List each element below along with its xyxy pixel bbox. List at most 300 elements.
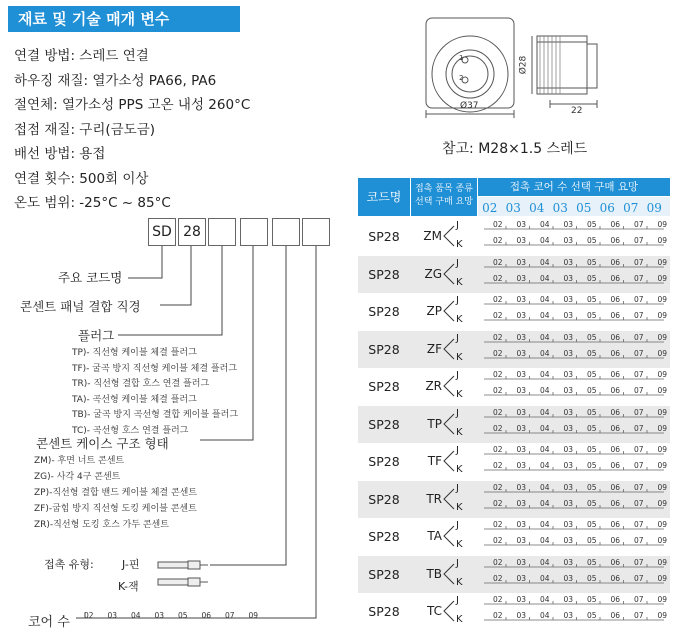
row-core-number: 05 [586,257,597,267]
plug-type-item: TA)- 곡선형 케이블 체결 플러그 [72,394,197,405]
contact-k-label: K [456,426,463,438]
row-core-number: 03 [516,498,527,508]
row-core-number: 04 [539,498,550,508]
row-core-number: 07 [633,573,644,583]
row-core-number: 03 [516,236,527,245]
row-core-numbers [486,408,674,417]
length-22-label: 22 [571,106,583,116]
row-core-number: 07 [633,220,644,229]
row-code: SP28 [368,304,400,319]
row-core-number: 04 [539,273,550,283]
row-core-number: 05 [586,311,597,320]
row-core-number: 04 [539,348,550,358]
row-code: SP28 [368,229,400,244]
contact-k-label: K [456,501,463,513]
row-core-number: 03 [516,482,527,492]
row-core-number: 02 [492,536,503,545]
row-core-number: 07 [633,236,644,245]
row-core-number: 03 [563,423,574,433]
row-core-number: 06 [610,311,621,320]
row-core-number: 03 [563,370,574,379]
plug-type-item: TR)- 직선형 결합 호스 연결 플러그 [72,379,210,389]
row-core-number: 04 [539,536,550,545]
row-core-number: 07 [633,370,644,379]
row-core-number: 02 [492,461,503,470]
row-code: SP28 [368,341,400,357]
housing-type-item: ZM)- 후면 너트 콘센트 [34,456,125,466]
row-core-number: 03 [563,611,574,620]
contact-k-label: K [456,314,463,325]
contact-j-label: J [456,220,459,231]
row-core-number: 03 [516,295,527,304]
row-core-number: 03 [563,295,574,304]
row-core-number: 06 [610,348,621,358]
spec-item: 절연체: 열가소성 PPS 고온 내성 260°C [14,97,251,113]
row-core-number: 04 [539,220,550,229]
table-row [358,256,670,293]
diameter-28-label: Ø28 [518,55,529,75]
row-core-number: 06 [610,273,621,283]
row-core-numbers [486,333,674,342]
row-core-number: 03 [516,520,527,529]
row-core-number: 09 [657,348,668,358]
row-core-numbers [486,574,674,583]
row-core-number: 02 [492,407,503,417]
row-core-number: 03 [516,611,527,620]
row-core-number: 06 [610,461,621,470]
row-core-number: 03 [563,236,574,245]
row-core-number: 05 [586,295,597,304]
plug-type-item: TB)- 굴곡 방지 곡선형 결합 케이블 플러그 [72,410,239,420]
row-core-number: 03 [563,557,574,567]
row-core-number: 02 [492,611,503,620]
core-number: 09 [248,611,259,620]
row-core-numbers [486,258,674,267]
row-core-number: 06 [610,482,621,492]
row-core-number: 06 [610,386,621,395]
row-core-numbers [486,295,674,304]
row-core-number: 03 [563,573,574,583]
contact-j-label: J [456,257,459,269]
row-core-number: 02 [492,311,503,320]
row-core-number: 07 [633,348,644,358]
row-core-number: 07 [633,445,644,454]
row-core-number: 03 [563,407,574,417]
row-core-number: 09 [657,273,668,283]
row-core-number: 02 [492,348,503,358]
row-core-number: 06 [610,332,621,342]
row-core-number: 06 [610,407,621,417]
row-core-number: 09 [657,370,668,379]
row-core-number: 03 [516,348,527,358]
row-core-number: 05 [586,482,597,492]
row-core-number: 03 [516,332,527,342]
row-core-number: 09 [657,332,668,342]
row-core-number: 03 [516,536,527,545]
table-row [358,406,670,443]
row-core-number: 03 [563,461,574,470]
row-core-number: 06 [610,445,621,454]
row-core-number: 06 [610,295,621,304]
row-core-number: 05 [586,423,597,433]
row-core-number: 05 [586,407,597,417]
row-type: TP [427,416,442,431]
row-core-number: 09 [657,257,668,267]
row-core-number: 03 [563,386,574,395]
row-core-number: 02 [492,498,503,508]
row-core-number: 04 [539,595,550,604]
row-core-number: 04 [539,557,550,567]
row-core-numbers [486,461,674,470]
row-core-number: 03 [516,273,527,283]
row-core-number: 09 [657,386,668,395]
row-core-number: 02 [492,386,503,395]
row-core-number: 05 [586,370,597,379]
plug-label: 플러그 [78,328,115,343]
row-core-number: 05 [586,595,597,604]
contact-j-label: J [456,482,459,494]
core-count-label: 코어 수 [28,615,70,630]
row-core-number: 05 [586,498,597,508]
row-code: SP28 [368,491,400,507]
row-core-numbers [486,611,674,620]
row-core-number: 09 [657,482,668,492]
row-type: ZG [424,266,442,281]
section-header: 재료 및 기술 매개 변수 [8,6,240,32]
row-core-number: 02 [492,273,503,283]
code-column-header: 코드명 [358,178,410,216]
table-row [358,218,670,255]
jack-label: K-잭 [118,580,139,593]
row-core-number: 06 [610,257,621,267]
row-core-number: 06 [610,220,621,229]
table-row [358,593,670,630]
row-core-number: 07 [633,461,644,470]
row-core-number: 02 [492,482,503,492]
cores-column-header: 접촉 코어 수 선택 구매 요망 [478,178,670,196]
row-core-number: 04 [539,520,550,529]
row-type: ZF [426,341,442,356]
contact-j-label: J [456,407,459,419]
row-core-number: 03 [516,370,527,379]
row-code: SP28 [368,529,400,544]
row-core-number: 03 [563,520,574,529]
contact-j-label: J [456,445,459,456]
core-header: 05 [576,201,592,215]
row-core-number: 03 [563,332,574,342]
row-core-numbers [486,536,674,545]
contact-k-label: K [456,576,463,588]
row-core-number: 02 [492,257,503,267]
row-core-number: 06 [610,520,621,529]
core-number: 03 [107,611,118,620]
row-code: SP28 [368,266,400,282]
row-core-number: 04 [539,445,550,454]
row-core-numbers [486,370,674,379]
main-code-label: 주요 코드명 [58,270,123,285]
row-core-numbers [486,595,674,604]
row-core-number: 09 [657,311,668,320]
row-core-number: 05 [586,386,597,395]
row-core-number: 07 [633,295,644,304]
row-core-number: 02 [492,220,503,229]
row-core-number: 06 [610,595,621,604]
contact-k-label: K [456,389,463,400]
contact-type-label: 접촉 유형: [44,558,94,571]
row-core-number: 06 [610,370,621,379]
table-row [358,331,670,368]
panel-diameter-label: 콘센트 패널 결합 직경 [20,299,141,314]
contact-k-label: K [456,464,463,475]
contact-k-label: K [456,614,463,625]
row-core-number: 09 [657,295,668,304]
table-row [358,481,670,518]
pin-2-label: 2 [459,74,464,82]
row-core-number: 05 [586,611,597,620]
row-core-numbers [486,220,674,229]
row-core-number: 03 [563,220,574,229]
row-core-number: 04 [539,257,550,267]
row-core-number: 03 [563,498,574,508]
row-core-number: 09 [657,445,668,454]
row-core-number: 02 [492,332,503,342]
row-core-number: 06 [610,498,621,508]
row-core-number: 04 [539,407,550,417]
core-header: 04 [529,201,545,215]
core-header: 03 [552,201,568,215]
row-type: TA [427,529,442,543]
row-core-number: 02 [492,295,503,304]
row-core-number: 07 [633,498,644,508]
housing-type-item: ZR)-직선형 도킹 호스 가두 콘센트 [34,520,169,530]
row-core-number: 03 [563,311,574,320]
row-type: TR [426,491,442,506]
row-core-numbers [486,558,674,567]
spec-item: 연결 횟수: 500회 이상 [14,170,149,187]
table-row [358,518,670,555]
row-core-number: 06 [610,557,621,567]
contact-j-label: J [456,557,459,569]
row-core-number: 07 [633,386,644,395]
core-number-headers [478,197,670,216]
contact-j-label: J [456,332,459,344]
row-core-number: 04 [539,386,550,395]
row-core-number: 06 [610,611,621,620]
row-code: SP28 [368,566,400,582]
spec-item: 연결 방법: 스레드 연결 [14,48,149,64]
row-core-number: 09 [657,536,668,545]
row-core-number: 03 [516,573,527,583]
row-core-number: 03 [516,445,527,454]
row-core-number: 06 [610,423,621,433]
row-core-number: 03 [516,311,527,320]
row-core-number: 04 [539,332,550,342]
row-code: SP28 [368,604,400,619]
row-core-number: 07 [633,273,644,283]
spec-item: 배선 방법: 용접 [14,146,106,162]
row-core-number: 09 [657,407,668,417]
row-type: TB [426,566,442,581]
row-core-number: 09 [657,220,668,229]
row-core-number: 04 [539,611,550,620]
core-number: 05 [178,611,188,620]
plug-type-item: TF)- 굴곡 방지 직선형 케이블 체결 플러그 [72,363,238,374]
row-type: TF [427,454,442,468]
row-code: SP28 [368,416,400,432]
row-core-number: 03 [563,536,574,545]
row-core-number: 07 [633,482,644,492]
row-core-number: 05 [586,348,597,358]
row-core-number: 03 [563,257,574,267]
row-core-number: 05 [586,536,597,545]
row-core-numbers [486,236,674,245]
row-core-numbers [486,274,674,283]
row-core-number: 05 [586,220,597,229]
row-core-numbers [486,349,674,358]
row-core-number: 09 [657,520,668,529]
row-core-number: 03 [516,407,527,417]
row-core-number: 03 [563,273,574,283]
housing-type-item: ZF)-굽힘 방지 직선형 도킹 케이블 콘센트 [34,504,197,514]
contact-k-label: K [456,539,463,550]
contact-j-label: J [456,595,459,606]
table-row [358,368,670,405]
row-core-number: 02 [492,236,503,245]
plug-type-item: TP)- 직선형 케이블 체결 플러그 [72,348,197,358]
row-core-number: 02 [492,595,503,604]
row-core-number: 04 [539,461,550,470]
row-core-number: 04 [539,311,550,320]
row-core-numbers [486,445,674,454]
row-core-numbers [486,311,674,320]
row-code: SP28 [368,454,400,469]
row-core-number: 07 [633,407,644,417]
row-core-number: 05 [586,461,597,470]
contact-k-label: K [456,239,463,250]
row-core-number: 03 [516,461,527,470]
row-type: TC [426,604,442,618]
row-core-numbers [486,424,674,433]
spec-item: 접점 재질: 구리(금도금) [14,121,156,138]
core-header: 03 [505,201,521,215]
row-core-number: 07 [633,332,644,342]
row-core-number: 09 [657,423,668,433]
row-core-number: 05 [586,573,597,583]
row-core-number: 03 [563,445,574,454]
row-core-number: 07 [633,311,644,320]
housing-type-item: ZG)- 사각 4구 콘센트 [34,472,121,482]
row-core-number: 03 [516,220,527,229]
row-core-number: 07 [633,595,644,604]
row-core-number: 02 [492,370,503,379]
row-core-number: 03 [563,482,574,492]
row-core-numbers [486,483,674,492]
row-core-number: 04 [539,573,550,583]
row-core-number: 06 [610,236,621,245]
row-core-number: 03 [516,595,527,604]
row-core-number: 02 [492,423,503,433]
row-core-number: 09 [657,557,668,567]
core-number: 02 [84,611,94,620]
row-core-number: 07 [633,257,644,267]
row-core-numbers [486,499,674,508]
pin-1-label: 1 [459,54,464,62]
contact-k-label: K [456,351,463,363]
table-row [358,443,670,480]
housing-label: 콘센트 케이스 구조 형태 [36,436,169,451]
row-core-number: 07 [633,611,644,620]
core-number-list [84,611,272,620]
row-core-number: 09 [657,595,668,604]
table-row [358,556,670,593]
row-core-number: 05 [586,332,597,342]
core-header: 06 [599,201,615,215]
core-header: 02 [482,201,498,215]
row-core-number: 09 [657,573,668,583]
row-core-number: 04 [539,370,550,379]
core-header: 07 [623,201,639,215]
row-core-number: 02 [492,445,503,454]
row-core-number: 03 [516,386,527,395]
row-core-numbers [486,520,674,529]
row-core-number: 06 [610,573,621,583]
row-core-number: 07 [633,520,644,529]
order-code-box: 28 [178,218,206,246]
core-number: 04 [131,611,141,620]
row-core-number: 05 [586,557,597,567]
row-core-number: 07 [633,423,644,433]
contact-j-label: J [456,370,459,381]
core-number: 06 [201,611,212,620]
thread-reference: 참고: M28×1.5 스레드 [442,141,588,157]
pin-label: J-핀 [122,558,140,571]
row-code: SP28 [368,379,400,394]
order-code-box: SD [148,218,176,246]
row-core-number: 09 [657,611,668,620]
row-core-number: 04 [539,236,550,245]
diameter-37-label: Ø37 [460,101,479,111]
row-type: ZP [426,304,442,318]
row-type: ZM [423,229,442,243]
row-core-number: 07 [633,536,644,545]
housing-type-item: ZP)-직선형 결합 밴드 케이블 체결 콘센트 [34,488,198,498]
contact-k-label: K [456,276,463,288]
row-core-number: 02 [492,520,503,529]
row-core-number: 05 [586,236,597,245]
contact-j-label: J [456,520,459,531]
spec-item: 온도 범위: -25°C ~ 85°C [14,195,171,211]
row-core-number: 02 [492,557,503,567]
spec-item: 하우징 재질: 열가소성 PA66, PA6 [14,72,217,89]
row-core-number: 05 [586,520,597,529]
contact-j-label: J [456,295,459,306]
row-core-number: 03 [516,557,527,567]
core-number: 07 [225,611,235,620]
row-core-number: 04 [539,295,550,304]
row-core-number: 03 [516,423,527,433]
row-core-number: 03 [563,348,574,358]
row-core-number: 06 [610,536,621,545]
row-core-number: 05 [586,273,597,283]
row-core-number: 09 [657,498,668,508]
row-core-number: 02 [492,573,503,583]
row-core-number: 09 [657,236,668,245]
row-core-number: 05 [586,445,597,454]
row-core-number: 07 [633,557,644,567]
core-number: 03 [154,611,165,620]
row-core-number: 03 [563,595,574,604]
table-row [358,293,670,330]
